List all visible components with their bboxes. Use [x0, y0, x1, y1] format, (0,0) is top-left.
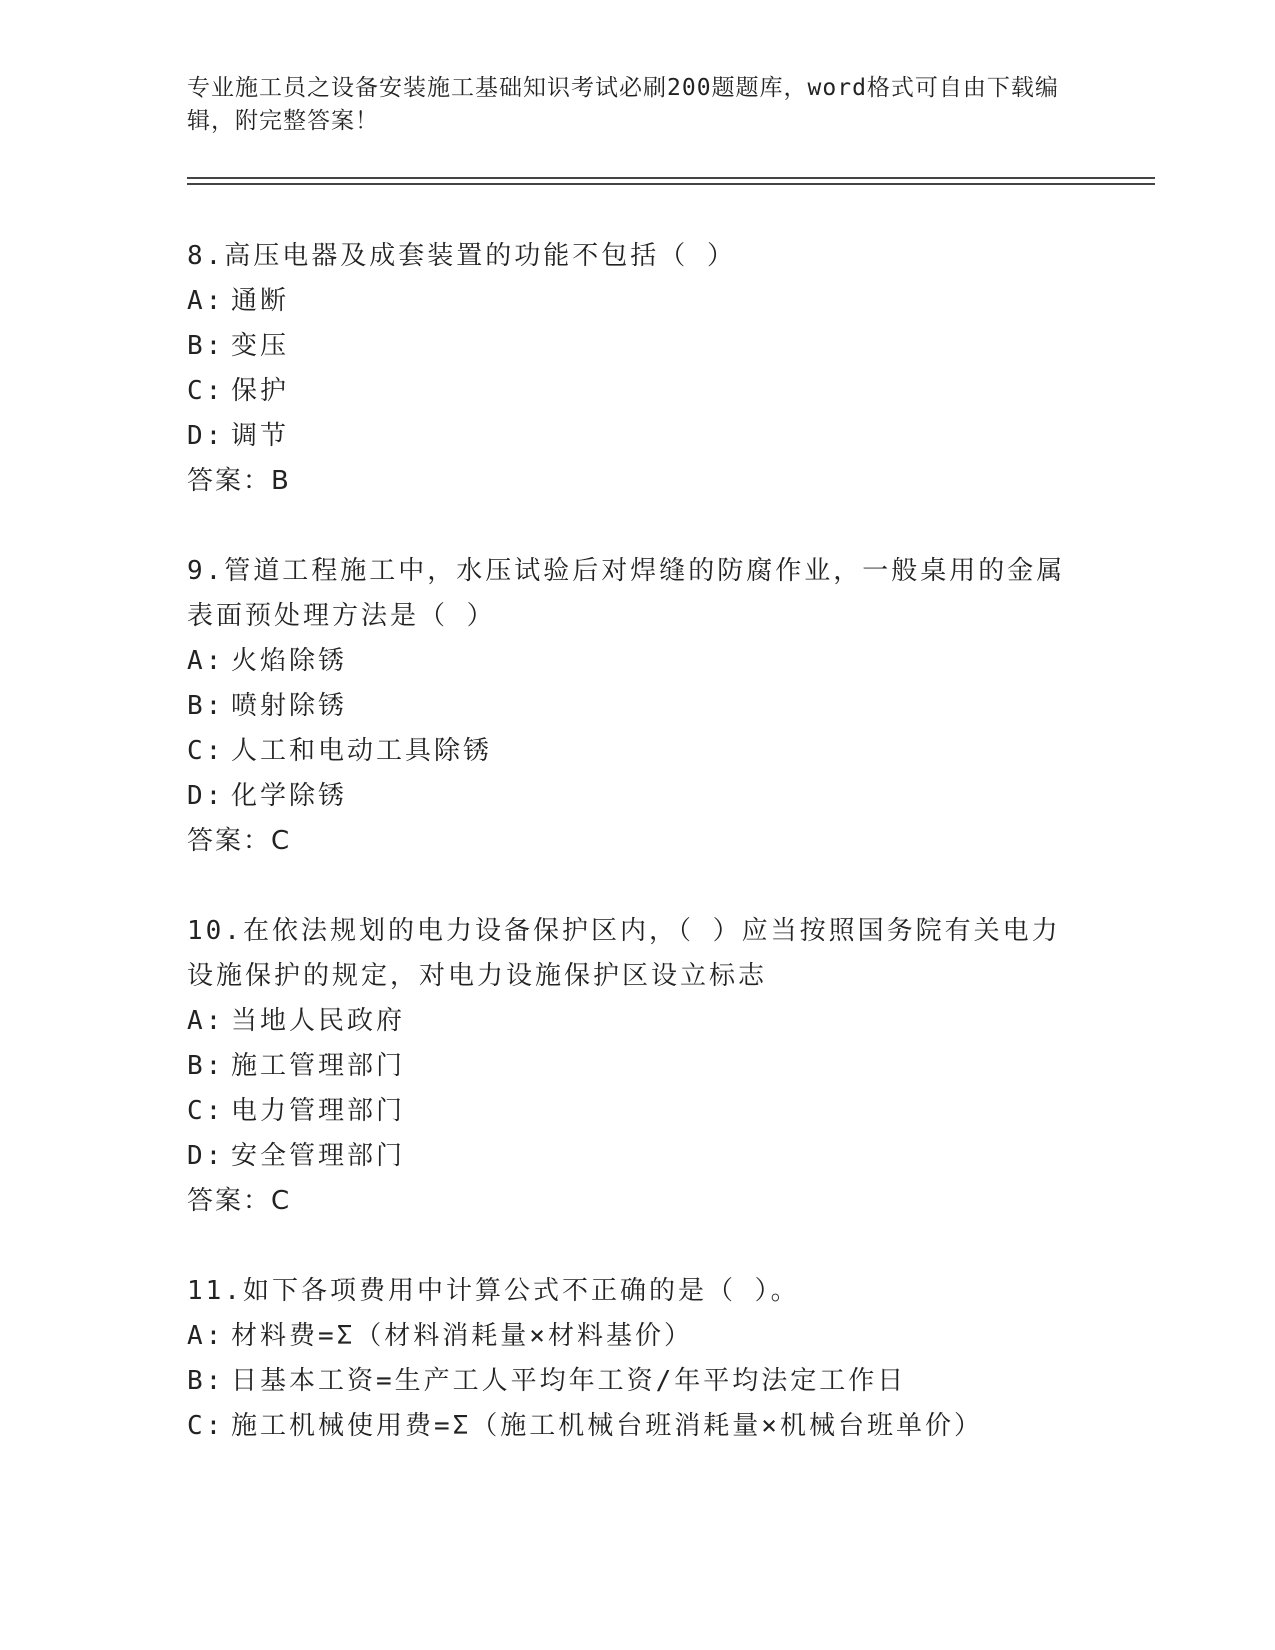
question-text: 9.管道工程施工中，水压试验后对焊缝的防腐作业，一般桌用的金属表面预处理方法是（ ）: [187, 556, 1066, 631]
question-text: 10.在依法规划的电力设备保护区内，（ ）应当按照国务院有关电力设施保护的规定，对电力设施保护区设立标志: [187, 916, 1061, 991]
option-a: [187, 999, 1087, 1044]
header-divider-bottom: [187, 183, 1155, 185]
question-text: 11.如下各项费用中计算公式不正确的是（ ）。: [187, 1276, 800, 1306]
option-text: 材料费=Σ（材料消耗量×材料基价）: [231, 1321, 693, 1351]
option-d: [187, 774, 1087, 819]
option-label: C:: [187, 376, 225, 406]
option-a: [187, 279, 1087, 324]
header-divider-top: [187, 177, 1155, 179]
option-label: A:: [187, 646, 225, 676]
option-text: 火焰除锈: [231, 646, 348, 676]
option-label: B:: [187, 1366, 225, 1396]
option-text: 化学除锈: [231, 781, 348, 811]
document-title: 专业施工员之设备安装施工基础知识考试必刷200题题库，word格式可自由下载编辑，附完整答案！: [187, 75, 1059, 134]
option-a: [187, 1314, 1087, 1359]
option-text: 人工和电动工具除锈: [231, 736, 493, 766]
option-label: C:: [187, 736, 225, 766]
option-c: [187, 1404, 1087, 1449]
option-label: A:: [187, 1321, 225, 1351]
option-text: 通断: [231, 286, 290, 316]
option-label: C:: [187, 1096, 225, 1126]
option-text: 施工管理部门: [231, 1051, 406, 1081]
option-d: [187, 1134, 1087, 1179]
option-label: D:: [187, 1141, 225, 1171]
answer: 答案：C: [187, 1186, 292, 1216]
question-text: 8.高压电器及成套装置的功能不包括（ ）: [187, 241, 736, 271]
option-b: [187, 1044, 1087, 1089]
option-text: 保护: [231, 376, 290, 406]
option-label: B:: [187, 331, 225, 361]
answer: 答案：C: [187, 826, 292, 856]
option-text: 电力管理部门: [231, 1096, 406, 1126]
question-11: [187, 1269, 1087, 1449]
option-text: 变压: [231, 331, 290, 361]
option-text: 施工机械使用费=Σ（施工机械台班消耗量×机械台班单价）: [231, 1411, 983, 1441]
option-label: A:: [187, 286, 225, 316]
option-text: 喷射除锈: [231, 691, 348, 721]
option-c: [187, 1089, 1087, 1134]
option-label: D:: [187, 421, 225, 451]
option-label: B:: [187, 691, 225, 721]
option-a: [187, 639, 1087, 684]
option-label: D:: [187, 781, 225, 811]
option-label: B:: [187, 1051, 225, 1081]
option-text: 当地人民政府: [231, 1006, 406, 1036]
option-d: [187, 414, 1087, 459]
question-list: [187, 234, 1087, 1494]
option-text: 调节: [231, 421, 290, 451]
answer: 答案：B: [187, 466, 291, 496]
option-label: C:: [187, 1411, 225, 1441]
option-c: [187, 369, 1087, 414]
option-c: [187, 729, 1087, 774]
question-10: [187, 909, 1087, 1224]
option-text: 日基本工资=生产工人平均年工资/年平均法定工作日: [231, 1366, 907, 1396]
option-b: [187, 324, 1087, 369]
option-b: [187, 1359, 1087, 1404]
question-9: [187, 549, 1087, 864]
question-8: [187, 234, 1087, 504]
option-label: A:: [187, 1006, 225, 1036]
option-b: [187, 684, 1087, 729]
option-text: 安全管理部门: [231, 1141, 406, 1171]
document-header: [187, 72, 1087, 138]
